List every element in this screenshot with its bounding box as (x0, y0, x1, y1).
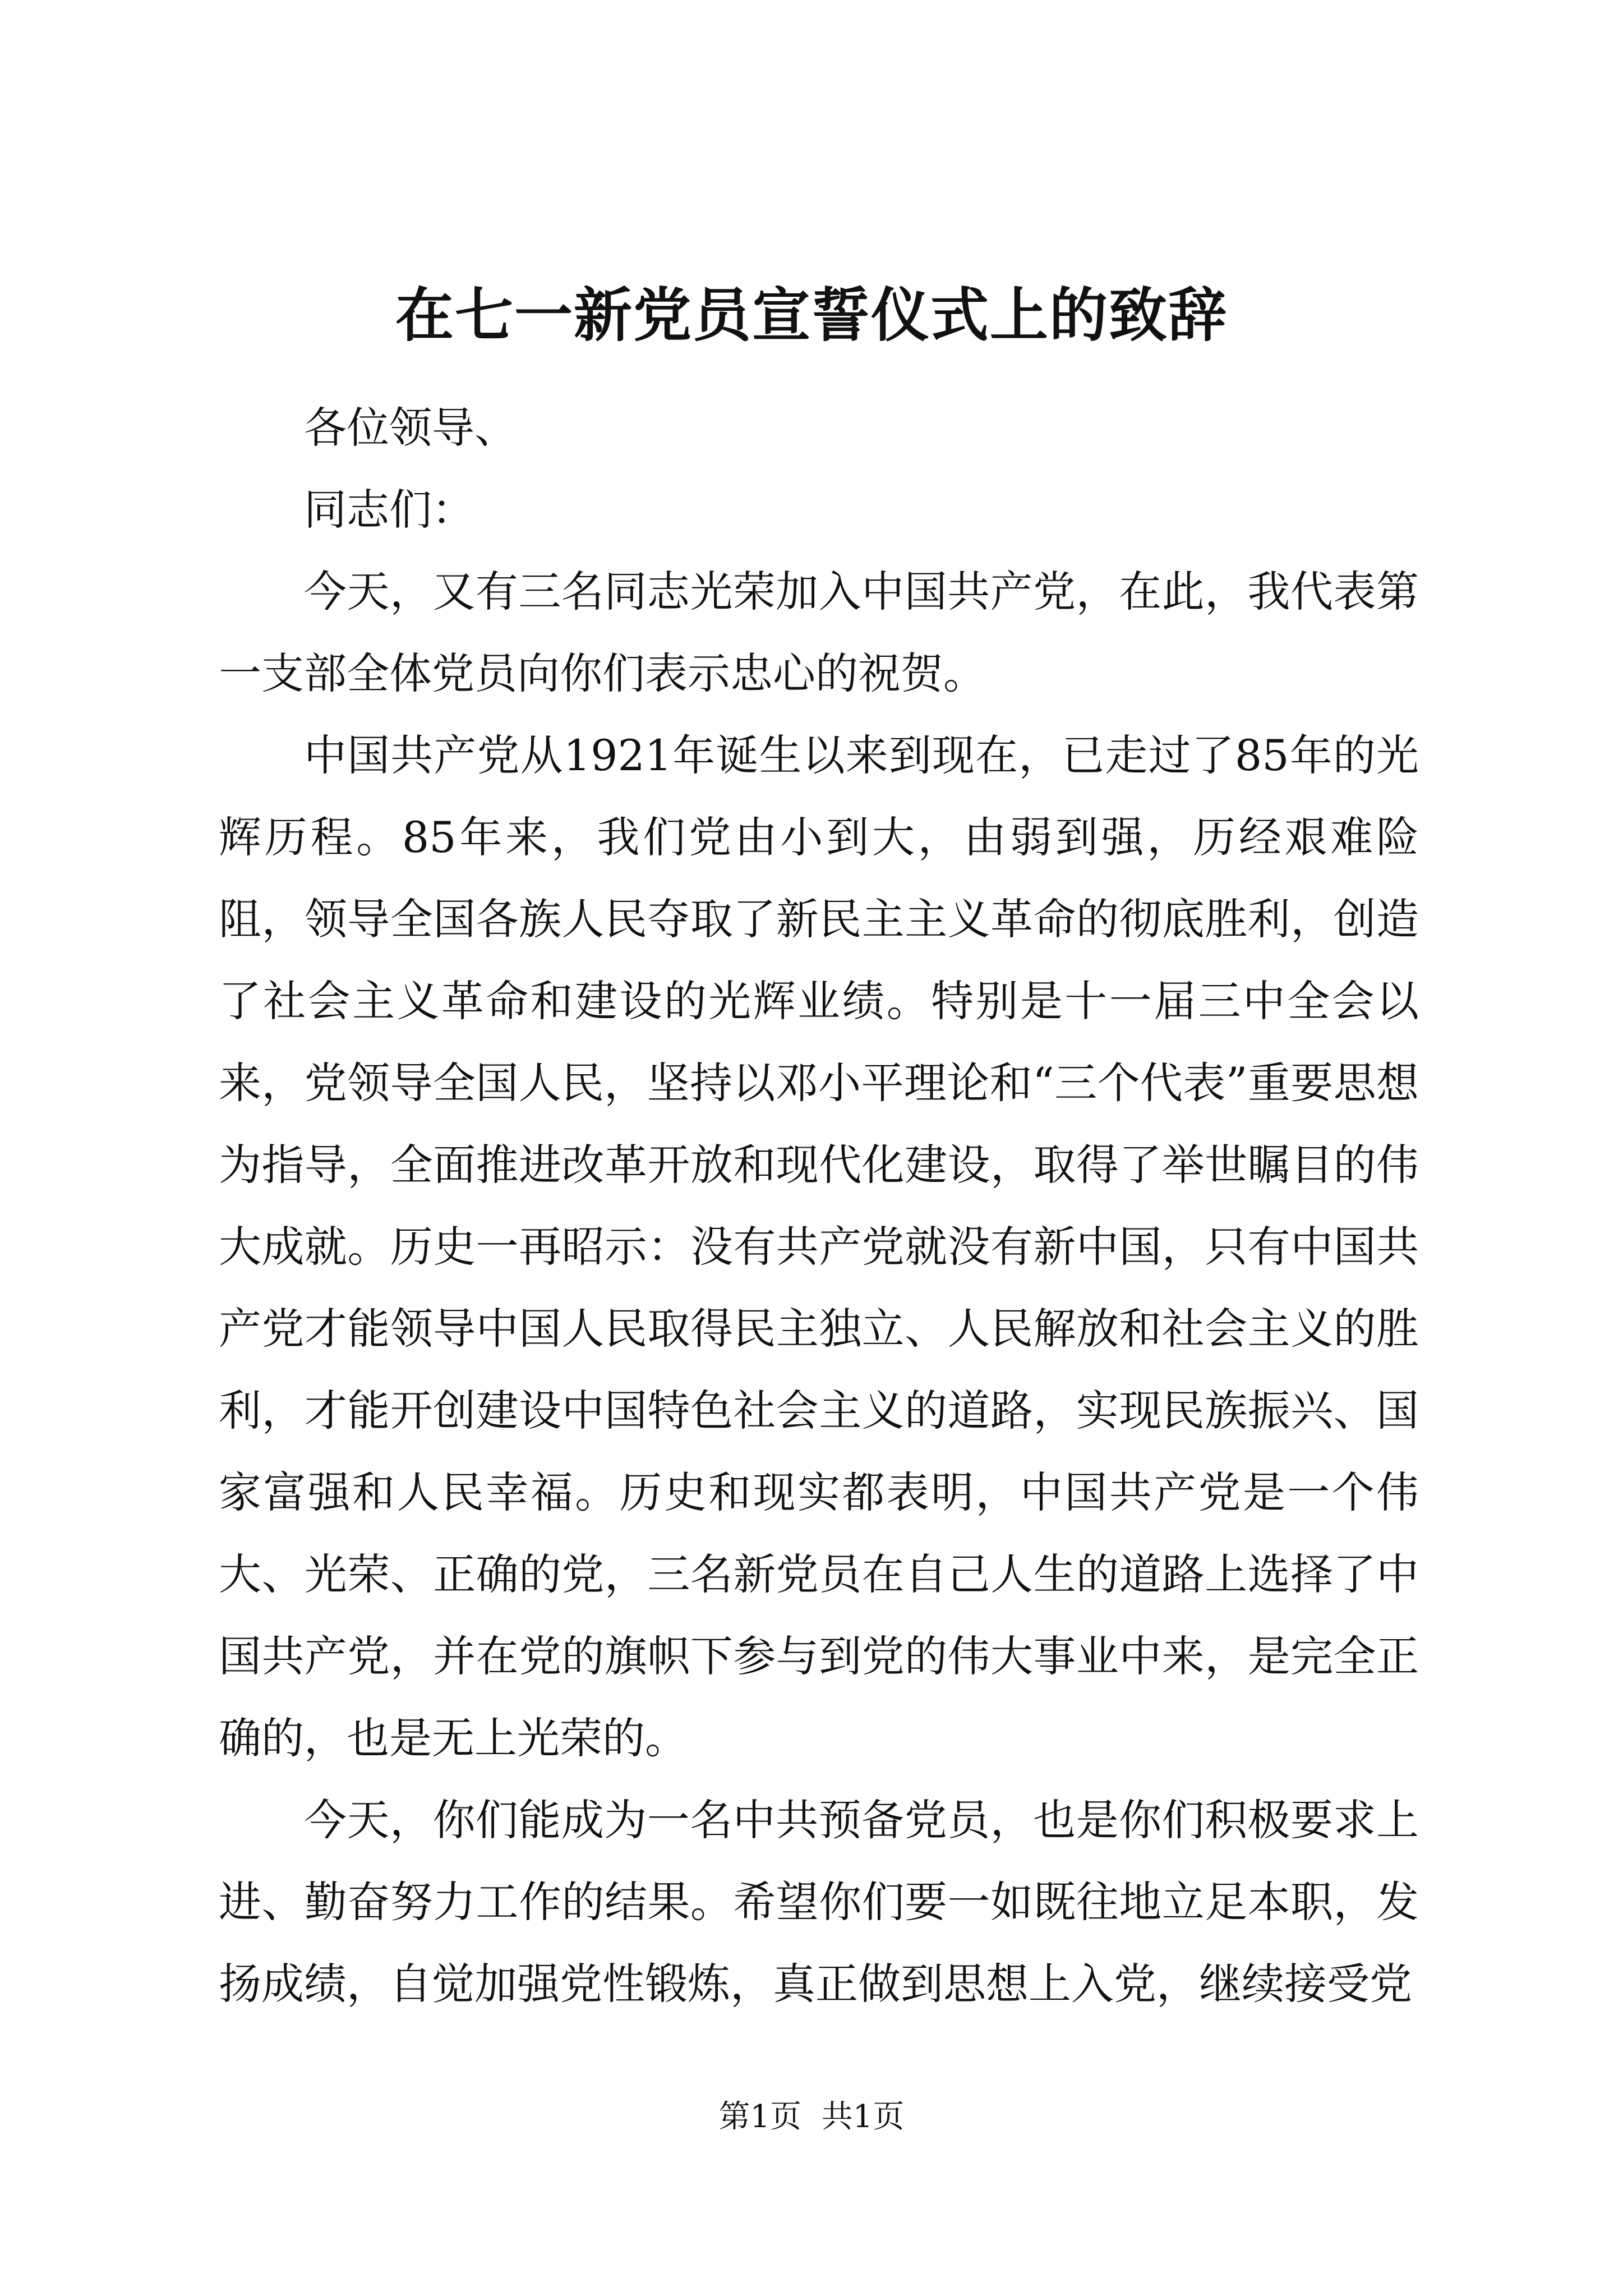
page-number: 第1页 (718, 2099, 802, 2135)
document-body (219, 387, 1419, 2025)
paragraph-party-history: 中国共产党从1921年诞生以来到现在，已走过了85年的光辉历程。85年来，我们党由小到大，由弱到强，历经艰难险阻，领导全国各族人民夺取了新民主主义革命的彻底胜利，创造了社会主义革命和建设的光辉业绩。特别是十一届三中全会以来，党领导全国人民，坚持以邓小平理论和“三个代表”重要思想为指导，全面推进改革开放和现代化建设，取得了举世瞩目的伟大成就。历史一再昭示：没有共产党就没有新中国，只有中国共产党才能领导中国人民取得民主独立、人民解放和社会主义的胜利，才能开创建设中国特色社会主义的道路，实现民族振兴、国家富强和人民幸福。历史和现实都表明，中国共产党是一个伟大、光荣、正确的党，三名新党员在自己人生的道路上选择了中国共产党，并在党的旗帜下参与到党的伟大事业中来，是完全正确的，也是无上光荣的。 (219, 730, 1419, 1763)
page-footer (0, 2098, 1623, 2136)
document-title: 在七一新党员宣誓仪式上的致辞 (395, 280, 1228, 349)
salutation-comrades: 同志们： (304, 485, 474, 535)
page-total: 共1页 (821, 2099, 905, 2135)
paragraph-congratulations: 今天，又有三名同志光荣加入中国共产党，在此，我代表第一支部全体党员向你们表示忠心的祝贺。 (219, 567, 1419, 698)
paragraph-expectations: 今天，你们能成为一名中共预备党员，也是你们积极要求上进、勤奋努力工作的结果。希望你们要一如既往地立足本职，发扬成绩，自觉加强党性锻炼，真正做到思想上入党，继续接受党 (219, 1795, 1419, 2009)
salutation-leaders: 各位领导、 (304, 403, 517, 453)
footer-spacer (801, 2099, 822, 2135)
